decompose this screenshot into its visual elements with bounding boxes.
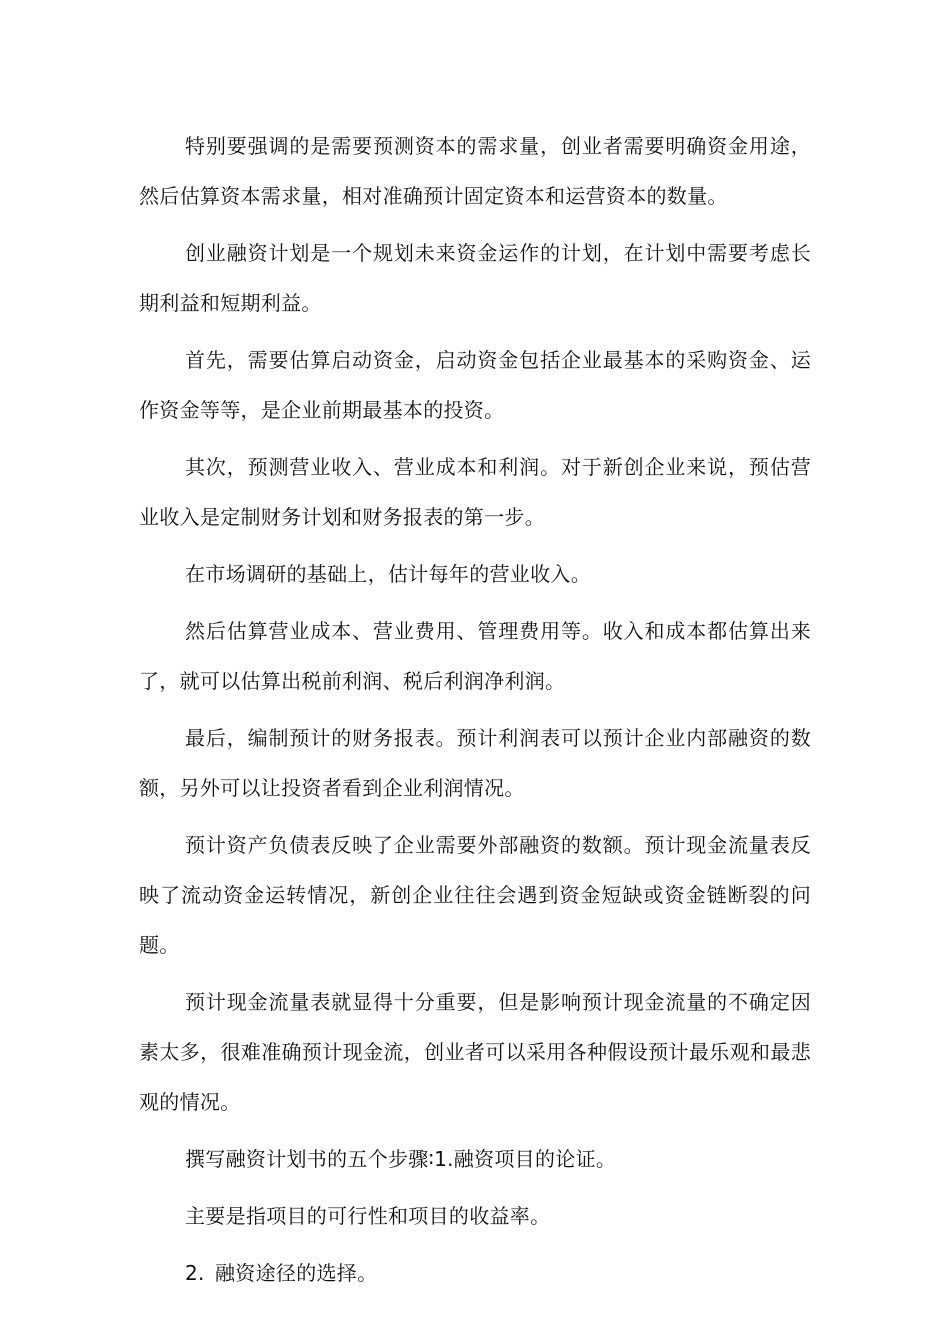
paragraph-9: 预计现金流量表就显得十分重要，但是影响预计现金流量的不确定因素太多，很难准确预计现金流，创业者可以采用各种假设预计最乐观和最悲观的情况。: [139, 990, 811, 1114]
paragraph-11: 主要是指项目的可行性和项目的收益率。: [185, 1204, 551, 1228]
paragraph-8: 预计资产负债表反映了企业需要外部融资的数额。预计现金流量表反映了流动资金运转情况，新创企业往往会遇到资金短缺或资金链断裂的问题。: [139, 833, 811, 957]
paragraph-7: 最后，编制预计的财务报表。预计利润表可以预计企业内部融资的数额，另外可以让投资者看到企业利润情况。: [139, 726, 811, 800]
paragraph-2: 创业融资计划是一个规划未来资金运作的计划，在计划中需要考虑长期利益和短期利益。: [139, 241, 811, 315]
paragraph-3: 首先，需要估算启动资金，启动资金包括企业最基本的采购资金、运作资金等等，是企业前期最基本的投资。: [139, 348, 811, 422]
paragraph-6: 然后估算营业成本、营业费用、管理费用等。收入和成本都估算出来了，就可以估算出税前利润、税后利润净利润。: [139, 619, 811, 693]
paragraph-4: 其次，预测营业收入、营业成本和利润。对于新创企业来说，预估营业收入是定制财务计划和财务报表的第一步。: [139, 455, 811, 529]
list-number: 2.: [185, 1261, 205, 1285]
document-body: [139, 121, 811, 1298]
list-item-text: 融资途径的选择。: [215, 1261, 378, 1285]
paragraph-10: 撰写融资计划书的五个步骤∶1.融资项目的论证。: [185, 1147, 617, 1171]
numbered-item-2: [139, 1248, 811, 1298]
paragraph-1: 特别要强调的是需要预测资本的需求量，创业者需要明确资金用途，然后估算资本需求量，相对准确预计固定资本和运营资本的数量。: [139, 134, 811, 208]
paragraph-5: 在市场调研的基础上，估计每年的营业收入。: [185, 562, 591, 586]
